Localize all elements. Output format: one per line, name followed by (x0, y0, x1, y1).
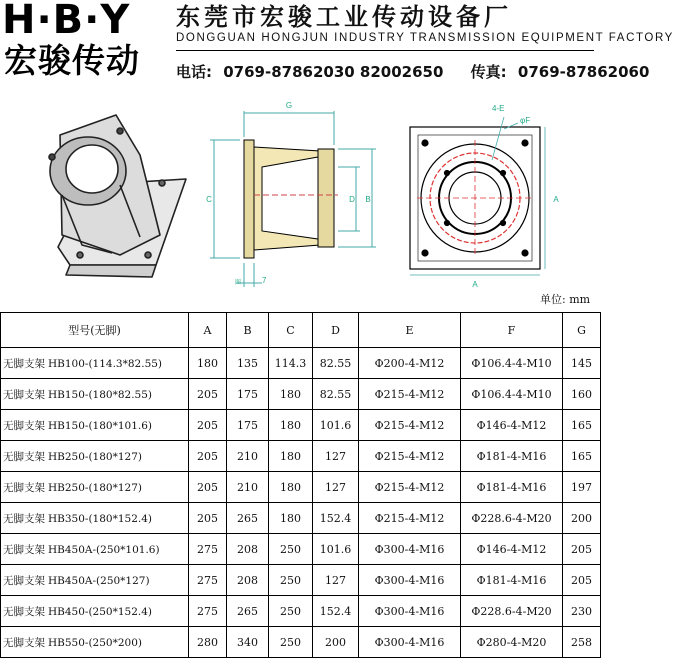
dimension-b-label: B (365, 195, 371, 204)
table-header-row (1, 313, 601, 348)
model-cell (1, 441, 189, 472)
product-name: 无脚支架 (3, 419, 45, 432)
cell-g: 200 (563, 503, 601, 534)
header-b: B (227, 313, 269, 348)
model-cell (1, 534, 189, 565)
table-row (1, 534, 601, 565)
cell-d: 127 (313, 472, 359, 503)
cell-d: 152.4 (313, 503, 359, 534)
header-a: A (189, 313, 227, 348)
model-code: HB450-(250*152.4) (48, 605, 153, 618)
cell-g: 230 (563, 596, 601, 627)
product-name: 无脚支架 (3, 481, 45, 494)
phone-label: 电话: (176, 63, 212, 81)
cell-a: 205 (189, 410, 227, 441)
cell-f: Φ106.4-4-M10 (461, 348, 563, 379)
dimension-c-label: C (206, 195, 212, 204)
front-view (410, 117, 545, 275)
model-cell (1, 565, 189, 596)
cell-e: Φ215-4-M12 (359, 410, 461, 441)
cell-c: 180 (269, 472, 313, 503)
cell-a: 205 (189, 503, 227, 534)
cell-e: Φ215-4-M12 (359, 472, 461, 503)
cell-f: Φ146-4-M12 (461, 410, 563, 441)
cell-e: Φ215-4-M12 (359, 379, 461, 410)
logo-chinese: 宏骏传动 (4, 41, 140, 80)
cell-a: 275 (189, 534, 227, 565)
cell-b: 135 (227, 348, 269, 379)
header-c: C (269, 313, 313, 348)
cell-g: 258 (563, 627, 601, 658)
cell-a: 180 (189, 348, 227, 379)
model-code: HB450A-(250*127) (48, 574, 150, 587)
cell-g: 165 (563, 410, 601, 441)
header-g: G (563, 313, 601, 348)
cell-f: Φ228.6-4-M20 (461, 503, 563, 534)
dimension-f-label: φF (520, 116, 531, 125)
dimension-left-small-label: 图 (234, 279, 242, 286)
model-code: HB150-(180*101.6) (48, 419, 153, 432)
cell-g: 145 (563, 348, 601, 379)
cell-f: Φ181-4-M16 (461, 565, 563, 596)
phone-value: 0769-87862030 82002650 (223, 63, 444, 81)
cell-c: 180 (269, 410, 313, 441)
header (0, 0, 674, 90)
cell-f: Φ280-4-M20 (461, 627, 563, 658)
model-code: HB250-(180*127) (48, 450, 142, 463)
model-cell (1, 379, 189, 410)
dimension-a-bottom-label: A (472, 280, 478, 289)
cell-b: 265 (227, 503, 269, 534)
model-cell (1, 410, 189, 441)
unit-label: 单位: mm (540, 293, 591, 306)
cell-e: Φ215-4-M12 (359, 503, 461, 534)
product-name: 无脚支架 (3, 605, 45, 618)
cell-g: 197 (563, 472, 601, 503)
cell-c: 250 (269, 627, 313, 658)
table-row (1, 503, 601, 534)
table-row (1, 410, 601, 441)
header-d: D (313, 313, 359, 348)
table-row (1, 596, 601, 627)
dimension-a-right-label: A (553, 195, 559, 204)
table-row (1, 379, 601, 410)
cell-b: 210 (227, 472, 269, 503)
dimension-e-label: 4-E (492, 104, 505, 113)
cell-e: Φ300-4-M16 (359, 627, 461, 658)
company-name-chinese: 东莞市宏骏工业传动设备厂 (176, 3, 512, 31)
cell-f: Φ106.4-4-M10 (461, 379, 563, 410)
cell-b: 210 (227, 441, 269, 472)
cell-g: 160 (563, 379, 601, 410)
cell-g: 165 (563, 441, 601, 472)
cell-f: Φ181-4-M16 (461, 441, 563, 472)
logo-latin: H·B·Y (2, 0, 131, 43)
cell-d: 127 (313, 441, 359, 472)
header-model: 型号(无脚) (1, 313, 189, 348)
cell-c: 250 (269, 534, 313, 565)
cell-d: 101.6 (313, 534, 359, 565)
cell-d: 127 (313, 565, 359, 596)
company-name-english: DONGGUAN HONGJUN INDUSTRY TRANSMISSION EQUIPMENT FACTORY (176, 32, 674, 44)
product-name: 无脚支架 (3, 450, 45, 463)
cell-c: 250 (269, 596, 313, 627)
fax-value: 0769-87862060 (517, 63, 650, 81)
cell-a: 205 (189, 472, 227, 503)
model-cell (1, 503, 189, 534)
cell-g: 205 (563, 565, 601, 596)
model-code: HB450A-(250*101.6) (48, 543, 160, 556)
model-cell (1, 348, 189, 379)
cell-c: 180 (269, 503, 313, 534)
spec-table (0, 312, 601, 658)
cell-b: 175 (227, 379, 269, 410)
cell-g: 205 (563, 534, 601, 565)
cell-e: Φ300-4-M16 (359, 534, 461, 565)
model-cell (1, 627, 189, 658)
cell-b: 340 (227, 627, 269, 658)
product-name: 无脚支架 (3, 636, 45, 649)
isometric-view (49, 115, 186, 277)
product-name: 无脚支架 (3, 543, 45, 556)
cell-b: 208 (227, 534, 269, 565)
table-row (1, 627, 601, 658)
header-f: F (461, 313, 563, 348)
cell-e: Φ200-4-M12 (359, 348, 461, 379)
product-name: 无脚支架 (3, 574, 45, 587)
model-code: HB100-(114.3*82.55) (48, 357, 163, 370)
cell-a: 275 (189, 596, 227, 627)
cell-c: 180 (269, 441, 313, 472)
cell-d: 82.55 (313, 379, 359, 410)
cell-d: 82.55 (313, 348, 359, 379)
cell-f: Φ146-4-M12 (461, 534, 563, 565)
table-row (1, 348, 601, 379)
model-code: HB250-(180*127) (48, 481, 142, 494)
cell-e: Φ300-4-M16 (359, 565, 461, 596)
cell-b: 265 (227, 596, 269, 627)
contact-line (176, 62, 649, 82)
product-name: 无脚支架 (3, 388, 45, 401)
cell-b: 175 (227, 410, 269, 441)
product-name: 无脚支架 (3, 357, 45, 370)
cell-a: 280 (189, 627, 227, 658)
table-row (1, 472, 601, 503)
cell-a: 205 (189, 379, 227, 410)
cell-d: 152.4 (313, 596, 359, 627)
cell-f: Φ228.6-4-M20 (461, 596, 563, 627)
technical-drawing (0, 85, 600, 295)
header-divider (176, 50, 594, 51)
model-code: HB150-(180*82.55) (48, 388, 153, 401)
dimension-bottom-small-label: 7 (262, 276, 267, 285)
cell-c: 180 (269, 379, 313, 410)
model-cell (1, 472, 189, 503)
cell-d: 101.6 (313, 410, 359, 441)
cell-b: 208 (227, 565, 269, 596)
model-code: HB350-(180*152.4) (48, 512, 153, 525)
dimension-d-label: D (349, 195, 355, 204)
fax-label: 传真: (470, 63, 507, 81)
model-cell (1, 596, 189, 627)
cell-c: 250 (269, 565, 313, 596)
dimension-g-label: G (285, 101, 293, 110)
header-e: E (359, 313, 461, 348)
table-row (1, 441, 601, 472)
product-name: 无脚支架 (3, 512, 45, 525)
model-code: HB550-(250*200) (48, 636, 142, 649)
cell-d: 200 (313, 627, 359, 658)
cell-e: Φ300-4-M16 (359, 596, 461, 627)
table-row (1, 565, 601, 596)
cell-c: 114.3 (269, 348, 313, 379)
cell-e: Φ215-4-M12 (359, 441, 461, 472)
cell-f: Φ181-4-M16 (461, 472, 563, 503)
cell-a: 275 (189, 565, 227, 596)
cell-a: 205 (189, 441, 227, 472)
